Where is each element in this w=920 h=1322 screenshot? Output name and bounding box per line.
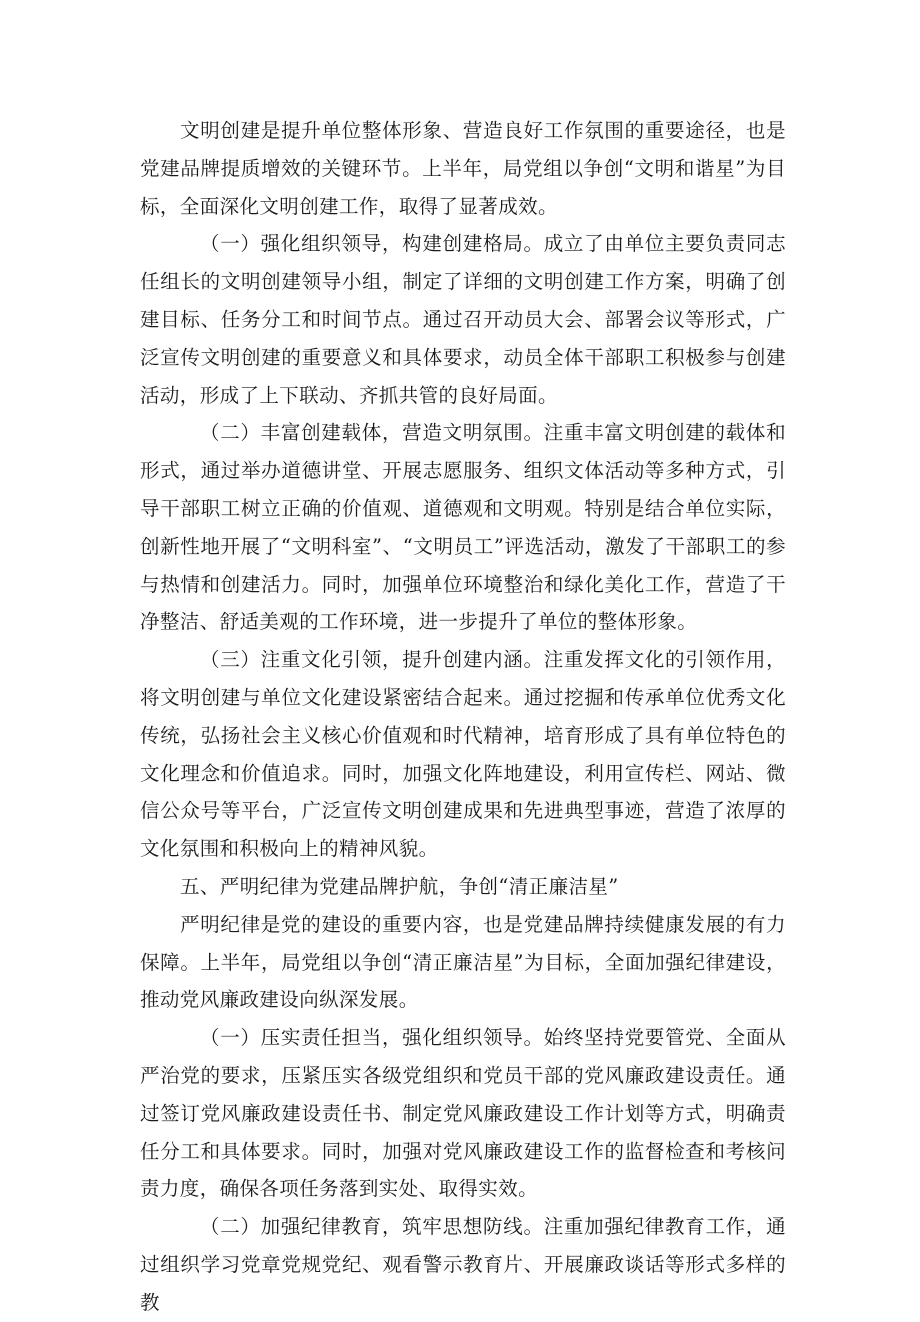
paragraph-discipline-education: （二）加强纪律教育，筑牢思想防线。注重加强纪律教育工作，通过组织学习党章党规党纪、观看警示教育片、开展廉政谈话等形式多样的教 <box>140 1215 786 1314</box>
paragraph-organization-leadership: （一）强化组织领导，构建创建格局。成立了由单位主要负责同志任组长的文明创建领导小组，制定了详细的文明创建工作方案，明确了创建目标、任务分工和时间节点。通过召开动员大会、部署会议等形式，广泛宣传文明创建的重要意义和具体要求，动员全体干部职工积极参与创建活动，形成了上下联动、齐抓共管的良好局面。 <box>140 232 786 407</box>
paragraph-civilization-intro: 文明创建是提升单位整体形象、营造良好工作氛围的重要途径，也是党建品牌提质增效的关键环节。上半年，局党组以争创“文明和谐星”为目标，全面深化文明创建工作，取得了显著成效。 <box>140 119 786 218</box>
paragraph-responsibility: （一）压实责任担当，强化组织领导。始终坚持党要管党、全面从严治党的要求，压紧压实各级党组织和党员干部的党风廉政建设责任。通过签订党风廉政建设责任书、制定党风廉政建设工作计划等方式，明确责任分工和具体要求。同时，加强对党风廉政建设工作的监督检查和考核问责力度，确保各项任务落到实处、取得实效。 <box>140 1026 786 1201</box>
paragraph-creation-carriers: （二）丰富创建载体，营造文明氛围。注重丰富文明创建的载体和形式，通过举办道德讲堂、开展志愿服务、组织文体活动等多种方式，引导干部职工树立正确的价值观、道德观和文明观。特别是结合单位实际，创新性地开展了“文明科室”、“文明员工”评选活动，激发了干部职工的参与热情和创建活力。同时，加强单位环境整治和绿化美化工作，营造了干净整洁、舒适美观的工作环境，进一步提升了单位的整体形象。 <box>140 421 786 634</box>
document-body <box>140 112 786 1322</box>
paragraph-culture-guidance: （三）注重文化引领，提升创建内涵。注重发挥文化的引领作用，将文明创建与单位文化建设紧密结合起来。通过挖掘和传承单位优秀文化传统，弘扬社会主义核心价值观和时代精神，培育形成了具有单位特色的文化理念和价值追求。同时，加强文化阵地建设，利用宣传栏、网站、微信公众号等平台，广泛宣传文明创建成果和先进典型事迹，营造了浓厚的文化氛围和积极向上的精神风貌。 <box>140 648 786 861</box>
paragraph-discipline-intro: 严明纪律是党的建设的重要内容，也是党建品牌持续健康发展的有力保障。上半年，局党组以争创“清正廉洁星”为目标，全面加强纪律建设，推动党风廉政建设向纵深发展。 <box>140 912 786 1012</box>
section-heading-discipline: 五、严明纪律为党建品牌护航，争创“清正廉洁星” <box>180 874 619 898</box>
